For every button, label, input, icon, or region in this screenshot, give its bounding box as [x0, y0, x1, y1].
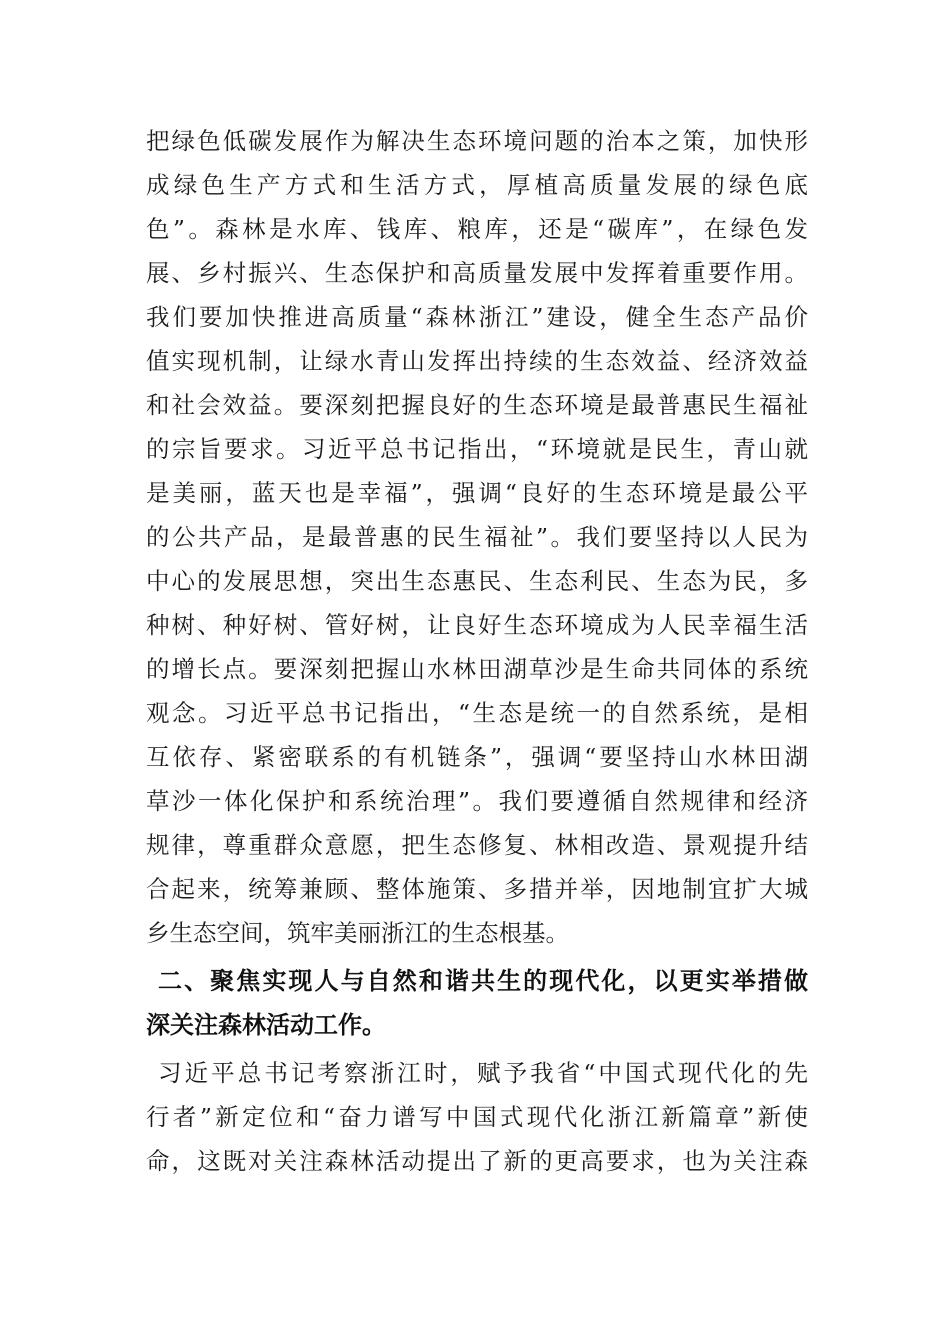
paragraph-line: 规律，尊重群众意愿，把生态修复、林相改造、景观提升结 [146, 831, 808, 859]
paragraph-line: 观念。习近平总书记指出，“生态是统一的自然系统，是相 [146, 699, 808, 727]
paragraph-line: 值实现机制，让绿水青山发挥出持续的生态效益、经济效益 [146, 347, 808, 375]
paragraph-line: 行者”新定位和“奋力谱写中国式现代化浙江新篇章”新使 [146, 1103, 808, 1131]
paragraph-line: 是美丽，蓝天也是幸福”，强调“良好的生态环境是最公平 [146, 479, 808, 507]
paragraph-line: 的公共产品，是最普惠的民生福祉”。我们要坚持以人民为 [146, 523, 808, 551]
paragraph-line: 乡生态空间，筑牢美丽浙江的生态根基。 [146, 919, 569, 947]
paragraph-line: 习近平总书记考察浙江时，赋予我省“中国式现代化的先 [158, 1059, 808, 1087]
section-heading-line: 深关注森林活动工作。 [146, 1011, 386, 1039]
section-heading-line: 二、聚焦实现人与自然和谐共生的现代化，以更实举措做 [158, 967, 808, 995]
paragraph-line: 中心的发展思想，突出生态惠民、生态利民、生态为民，多 [146, 567, 808, 595]
paragraph-line: 草沙一体化保护和系统治理”。我们要遵循自然规律和经济 [146, 787, 808, 815]
paragraph-line: 和社会效益。要深刻把握良好的生态环境是最普惠民生福祉 [146, 391, 808, 419]
paragraph-line: 的宗旨要求。习近平总书记指出，“环境就是民生，青山就 [146, 435, 808, 463]
paragraph-line: 命，这既对关注森林活动提出了新的更高要求，也为关注森 [146, 1147, 808, 1175]
paragraph-line: 合起来，统筹兼顾、整体施策、多措并举，因地制宜扩大城 [146, 875, 808, 903]
paragraph-line: 我们要加快推进高质量“森林浙江”建设，健全生态产品价 [146, 303, 808, 331]
paragraph-line: 色”。森林是水库、钱库、粮库，还是“碳库”，在绿色发 [146, 215, 808, 243]
paragraph-line: 把绿色低碳发展作为解决生态环境问题的治本之策，加快形 [146, 127, 808, 155]
paragraph-line: 的增长点。要深刻把握山水林田湖草沙是生命共同体的系统 [146, 655, 808, 683]
paragraph-line: 种树、种好树、管好树，让良好生态环境成为人民幸福生活 [146, 611, 808, 639]
paragraph-line: 展、乡村振兴、生态保护和高质量发展中发挥着重要作用。 [146, 259, 808, 287]
paragraph-line: 成绿色生产方式和生活方式，厚植高质量发展的绿色底 [146, 171, 808, 199]
paragraph-line: 互依存、紧密联系的有机链条”，强调“要坚持山水林田湖 [146, 743, 808, 771]
